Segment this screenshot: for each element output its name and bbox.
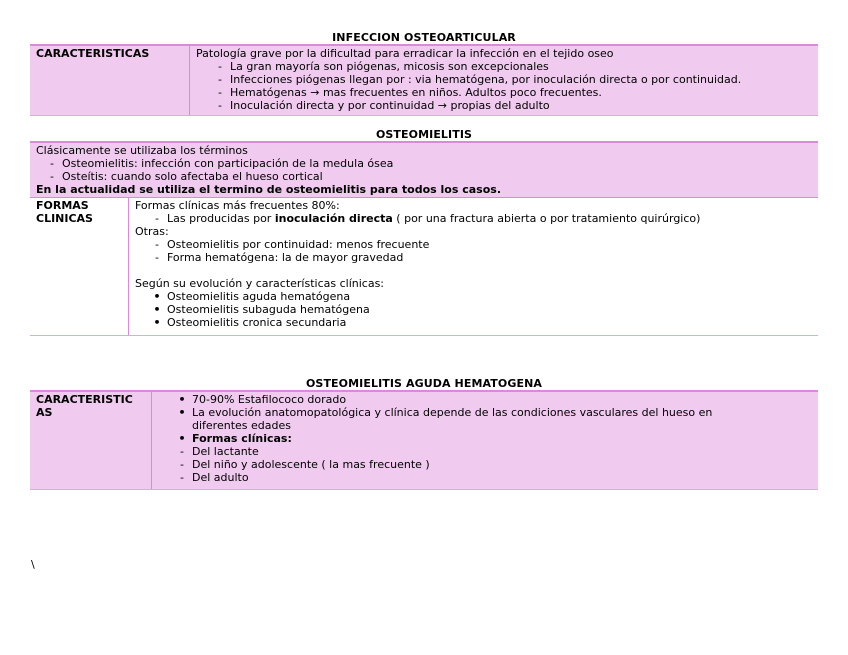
header-line: FORMAS — [36, 199, 89, 212]
list-item: - La gran mayoría son piógenas, micosis son excepcionales — [196, 60, 818, 73]
list-item: - Osteítis: cuando solo afectaba el hueso cortical — [36, 170, 818, 183]
intro-text: Patología grave por la dificultad para erradicar la infección en el tejido oseo — [196, 47, 614, 60]
header-line: AS — [36, 406, 53, 419]
list-item: - Inoculación directa y por continuidad → propias del adulto — [196, 99, 818, 112]
item-text: Las producidas por — [167, 212, 275, 225]
otras-label: Otras: — [135, 225, 169, 238]
item-bold-text: inoculación directa — [274, 212, 393, 225]
list-item: - Del adulto — [172, 471, 818, 484]
list-item: - Infecciones piógenas llegan por : via hematógena, por inoculación directa o por continuidad. — [196, 73, 818, 86]
section-title-osteomielitis: OSTEOMIELITIS — [375, 128, 473, 141]
item-text: ( por una fractura abierta o por tratamiento quirúrgico) — [392, 212, 701, 225]
list-item: • La evolución anatomopatológica y clínica depende de las condiciones vasculares del hueso en — [172, 406, 818, 419]
table-osteomielitis — [30, 141, 818, 336]
header-line: CARACTERISTIC — [36, 393, 133, 406]
row-body-caracteristicas — [152, 392, 818, 489]
list-item-bold: • Formas clínicas: — [172, 432, 818, 445]
formas-intro: Formas clínicas más frecuentes 80%: — [135, 199, 340, 212]
section-title-infeccion: INFECCION OSTEOARTICULAR — [332, 31, 516, 44]
row-body-formas-clinicas — [129, 198, 818, 335]
spacer — [135, 264, 818, 277]
evolucion-intro: Según su evolución y características clínicas: — [135, 277, 385, 290]
list-item-continuation: diferentes edades — [192, 419, 291, 432]
list-item: • Osteomielitis subaguda hematógena — [135, 303, 818, 316]
intro-text: Clásicamente se utilizaba los términos — [36, 144, 248, 157]
row-header-formas-clinicas — [30, 198, 129, 335]
table-aguda-hematogena — [30, 390, 818, 490]
list-item: • Osteomielitis aguda hematógena — [135, 290, 818, 303]
row-header-caracteristicas — [30, 392, 152, 489]
list-item — [135, 212, 818, 225]
list-item: - Del lactante — [172, 445, 818, 458]
table-infeccion — [30, 44, 818, 116]
row-header-caracteristicas: CARACTERISTICAS — [30, 46, 190, 115]
section-title-aguda-hematogena: OSTEOMIELITIS AGUDA HEMATOGENA — [305, 377, 543, 390]
row-body-caracteristicas — [190, 46, 818, 115]
list-item: - Del niño y adolescente ( la mas frecuente ) — [172, 458, 818, 471]
stray-character: \ — [31, 558, 35, 571]
list-item: - Hematógenas → mas frecuentes en niños. Adultos poco frecuentes. — [196, 86, 818, 99]
definitions-block — [30, 143, 818, 198]
list-item: - Osteomielitis por continuidad: menos frecuente — [135, 238, 818, 251]
list-item: - Forma hematógena: la de mayor gravedad — [135, 251, 818, 264]
header-line: CLINICAS — [36, 212, 93, 225]
bold-note: En la actualidad se utiliza el termino de osteomielitis para todos los casos. — [36, 183, 502, 196]
list-item: • Osteomielitis cronica secundaria — [135, 316, 818, 329]
list-item: • 70-90% Estafilococo dorado — [172, 393, 818, 406]
list-item: - Osteomielitis: infección con participación de la medula ósea — [36, 157, 818, 170]
